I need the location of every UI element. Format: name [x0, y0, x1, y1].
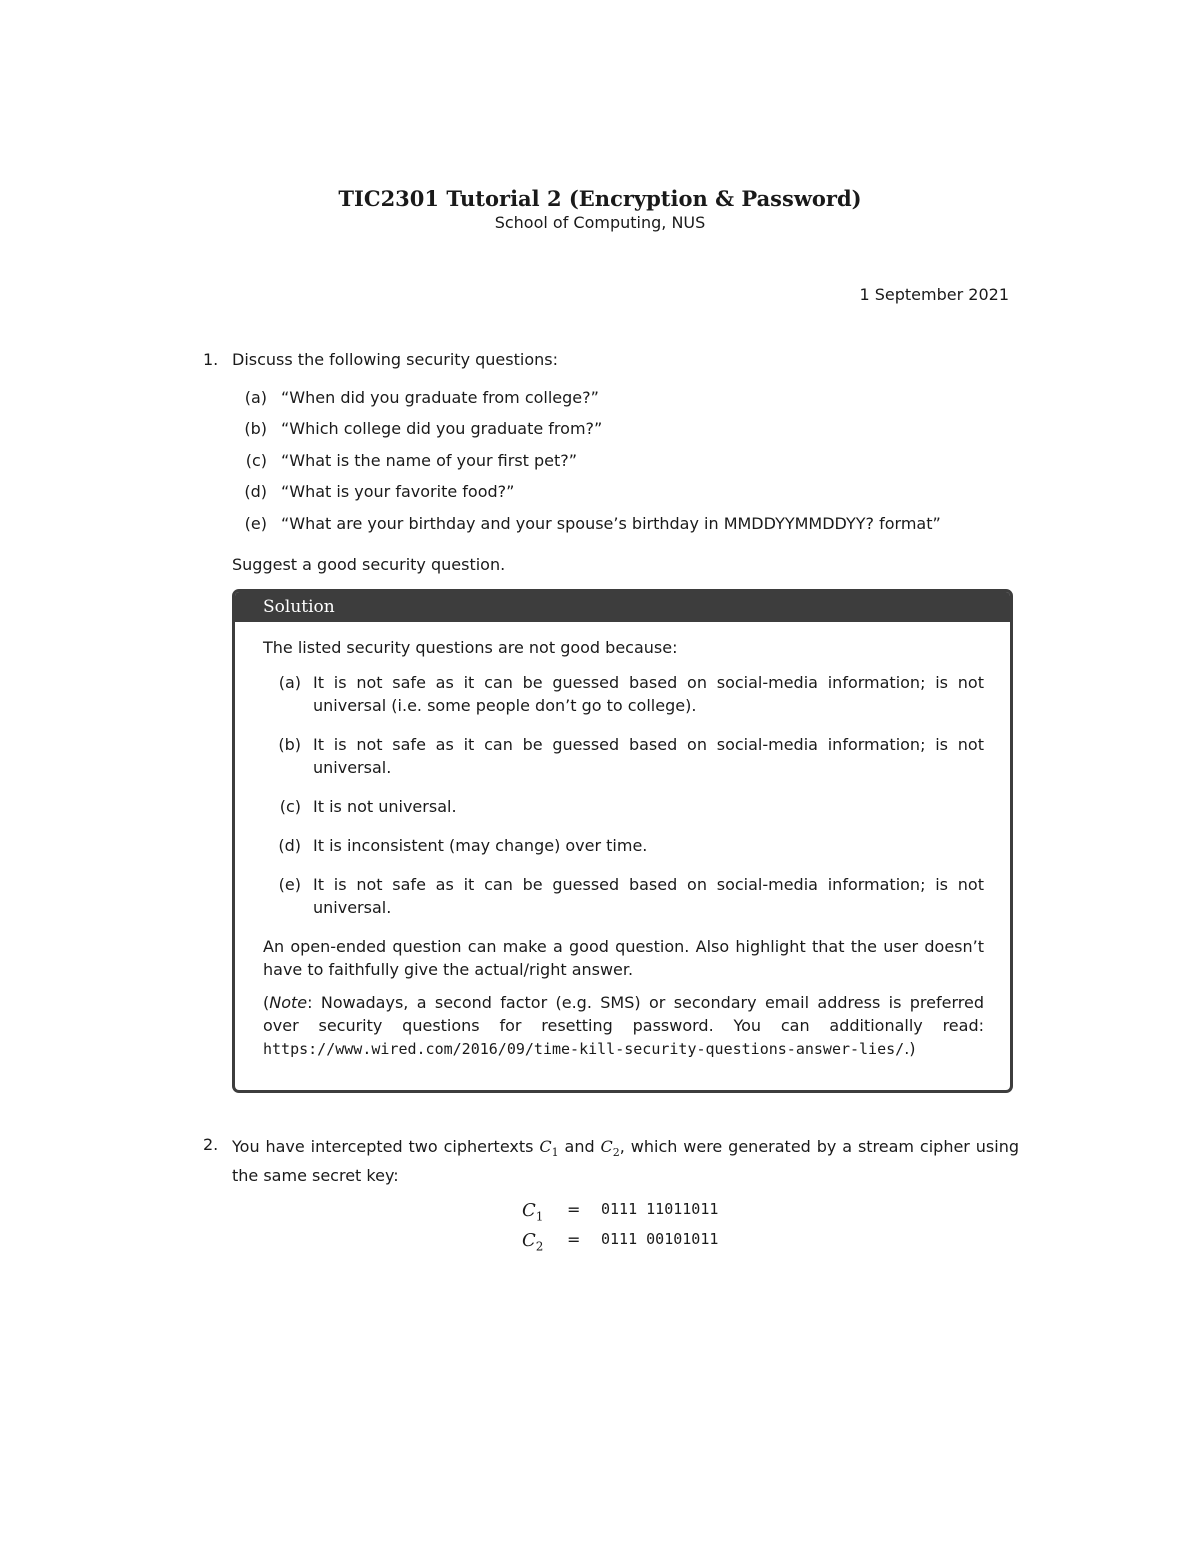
solution-note [263, 991, 984, 1061]
note-url-link[interactable]: https://www.wired.com/2016/09/time-kill-security-questions-answer-lies/ [263, 1040, 905, 1058]
solution-box [232, 589, 1013, 1093]
equation-lhs [522, 1200, 543, 1224]
question-1-prompt: Discuss the following security questions: [232, 350, 558, 369]
note-close: .) [904, 1039, 916, 1058]
equation-lhs-letter: C [522, 1230, 536, 1251]
note-label: Note [269, 993, 308, 1012]
note-text: : Nowadays, a second factor (e.g. SMS) or secondary email address is preferred over security questions for resetting password. You can additionally read: [263, 993, 984, 1035]
document-date: 1 September 2021 [859, 285, 1009, 304]
list-item-text: It is not safe as it can be guessed based on social-media information; is not universal. [313, 875, 984, 917]
equation-rhs: 0111 00101011 [601, 1230, 719, 1248]
list-item [263, 873, 984, 919]
list-item [237, 482, 1037, 513]
equation-lhs-subscript: 2 [535, 1239, 544, 1254]
list-item [263, 795, 984, 818]
question-1-number: 1. [203, 350, 219, 369]
list-item [237, 419, 1037, 450]
list-item-label: (c) [279, 797, 301, 816]
question-1-suggest: Suggest a good security question. [232, 555, 506, 574]
document-subtitle: School of Computing, NUS [494, 213, 706, 232]
list-item [237, 388, 1037, 419]
list-item-label: (a) [278, 673, 301, 692]
list-item [263, 671, 984, 717]
list-item-label: (e) [278, 875, 301, 894]
c1-symbol [539, 1137, 559, 1160]
solution-heading: Solution [235, 592, 1010, 622]
equation-equals: = [567, 1200, 581, 1219]
equation-rhs: 0111 11011011 [601, 1200, 719, 1218]
q2-text-c: , which were generated by a stream cipher using the same secret key: [232, 1137, 1020, 1186]
question-2-number: 2. [203, 1135, 219, 1154]
list-item-label: (e) [244, 513, 267, 533]
q2-text-b: and [558, 1137, 601, 1156]
q2-text-a: You have intercepted two ciphertexts [232, 1137, 540, 1156]
c2-letter: C [600, 1137, 613, 1156]
equation-lhs-subscript: 1 [535, 1209, 544, 1224]
list-item-text: “What is the name of your first pet?” [281, 450, 578, 470]
list-item-label: (d) [244, 482, 267, 502]
list-item-text: It is not safe as it can be guessed based on social-media information; is not universal. [313, 735, 984, 777]
solution-open-ended: An open-ended question can make a good question. Also highlight that the user doesn’t have to faithfully give the actual/right answer. [263, 937, 984, 979]
list-item-label: (d) [278, 836, 301, 855]
question-1-options [237, 388, 1037, 545]
list-item [263, 733, 984, 779]
c2-symbol [600, 1137, 620, 1160]
list-item-text: It is not universal. [313, 797, 457, 816]
list-item [237, 514, 1037, 545]
list-item-label: (b) [278, 735, 301, 754]
c1-letter: C [539, 1137, 552, 1156]
equation-lhs-letter: C [522, 1200, 536, 1221]
list-item [263, 834, 984, 857]
solution-body [235, 622, 1010, 1061]
note-open-paren: ( [263, 993, 270, 1012]
list-item-label: (a) [244, 388, 267, 407]
list-item-label: (c) [245, 450, 267, 470]
c1-subscript: 1 [551, 1146, 559, 1160]
document-title: TIC2301 Tutorial 2 (Encryption & Password) [338, 186, 862, 211]
equation-lhs [522, 1230, 543, 1254]
list-item-text: “When did you graduate from college?” [281, 388, 599, 407]
list-item-text: “Which college did you graduate from?” [281, 419, 603, 439]
solution-intro: The listed security questions are not good because: [263, 638, 678, 657]
list-item [237, 451, 1037, 482]
equation-equals: = [567, 1230, 581, 1249]
list-item-text: “What is your favorite food?” [281, 482, 515, 502]
question-2-text [232, 1135, 1019, 1187]
c2-subscript: 2 [612, 1146, 620, 1160]
list-item-text: “What are your birthday and your spouse’s birthday in MMDDYYMMDDYY? format” [281, 513, 941, 533]
list-item-label: (b) [244, 419, 267, 439]
list-item-text: It is not safe as it can be guessed based on social-media information; is not universal (i.e. some people don’t go to college). [313, 673, 984, 715]
list-item-text: It is inconsistent (may change) over time. [313, 836, 648, 855]
